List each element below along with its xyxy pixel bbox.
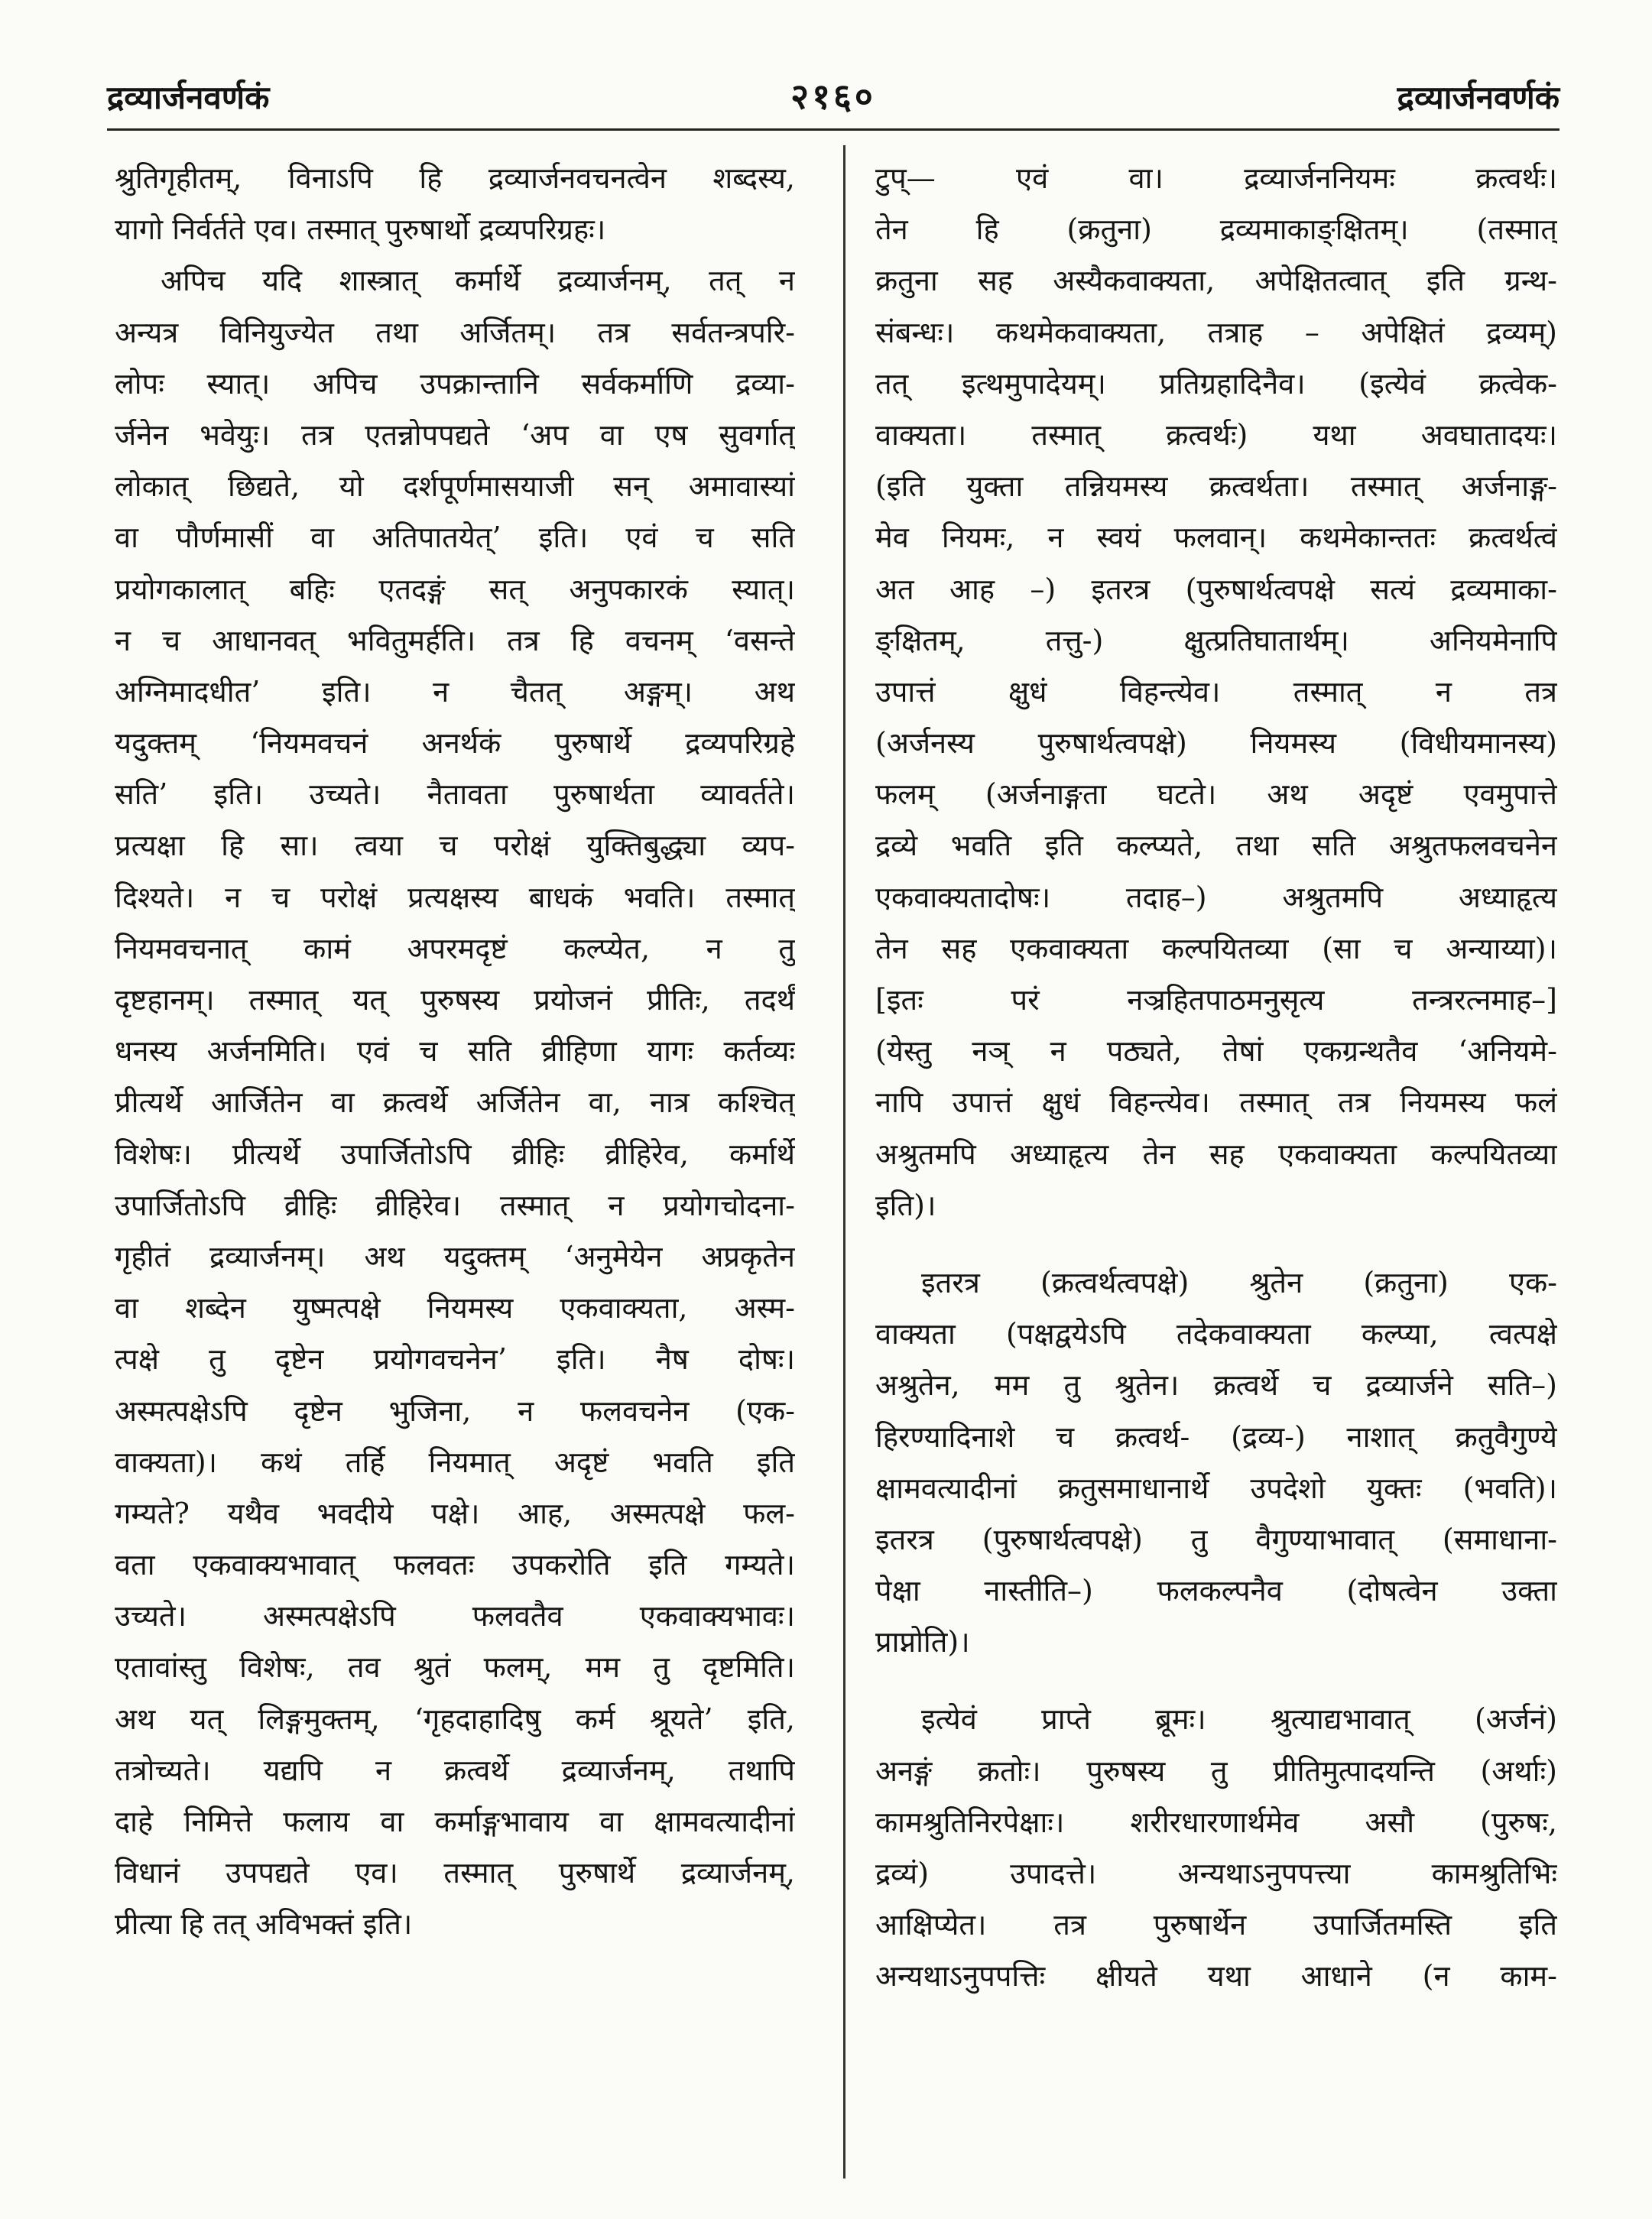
text-line: क्षामवत्यादीनां क्रतुसमाधानार्थे उपदेशो युक्तः (भवति)। bbox=[875, 1471, 1557, 1505]
text-line: नियमवचनात् कामं अपरमदृष्टं कल्प्येत, न तु bbox=[115, 931, 795, 965]
text-line: अन्यथाऽनुपपत्तिः क्षीयते यथा आधाने (न काम- bbox=[875, 1959, 1557, 1994]
text-line: र्जनेन भवेयुः। तत्र एतन्नोपपद्यते ‘अप वा एष सुवर्गात् bbox=[115, 417, 795, 452]
paragraph-gap bbox=[875, 1668, 1557, 1694]
text-line: उपार्जितोऽपि व्रीहिः व्रीहिरेव। तस्मात् न प्रयोगचोदना- bbox=[115, 1188, 795, 1222]
left-column bbox=[115, 153, 795, 1951]
text-line: उपात्तं क्षुधं विहन्त्येव। तस्मात् न तत्र bbox=[875, 674, 1557, 709]
text-line: फलम् (अर्जनाङ्गता घटते। अथ अदृष्टं एवमुपात्ते bbox=[875, 777, 1557, 812]
text-line: तेन सह एकवाक्यता कल्पयितव्या (सा च अन्याय्या)। bbox=[875, 931, 1557, 965]
text-line: अत आह –) इतरत्र (पुरुषार्थत्वपक्षे सत्यं द्रव्यमाका- bbox=[875, 572, 1557, 606]
text-line: एकवाक्यतादोषः। तदाह–) अश्रुतमपि अध्याहृत्य bbox=[875, 880, 1557, 914]
column-divider bbox=[843, 145, 845, 2178]
text-line: संबन्धः। कथमेकवाक्यता, तत्राह – अपेक्षितं द्रव्यम्) bbox=[875, 315, 1557, 349]
text-line: सति’ इति। उच्यते। नैतावता पुरुषार्थता व्यावर्तते। bbox=[115, 777, 795, 812]
text-line: तेन हि (क्रतुना) द्रव्यमाकाङ्क्षितम्। (तस्मात् bbox=[875, 212, 1557, 247]
text-line: इतरत्र (क्रत्वर्थत्वपक्षे) श्रुतेन (क्रतुना) एक- bbox=[921, 1265, 1557, 1299]
text-line: अपिच यदि शास्त्रात् कर्मार्थे द्रव्यार्जनम्, तत् न bbox=[161, 264, 795, 298]
text-line: प्राप्नोति)। bbox=[875, 1625, 970, 1659]
text-line: दृष्टहानम्। तस्मात् यत् पुरुषस्य प्रयोजनं प्रीतिः, तदर्थं bbox=[115, 983, 795, 1017]
text-line: अनङ्गं क्रतोः। पुरुषस्य तु प्रीतिमुत्पादयन्ति (अर्थाः) bbox=[875, 1753, 1557, 1788]
running-title-right: द्रव्यार्जनवर्णकं bbox=[1397, 79, 1560, 116]
right-block-b bbox=[875, 1257, 1557, 1669]
text-line: वा शब्देन युष्मत्पक्षे नियमस्य एकवाक्यता, अस्म- bbox=[115, 1291, 795, 1325]
text-line: लोपः स्यात्। अपिच उपक्रान्तानि सर्वकर्माणि द्रव्या- bbox=[115, 366, 795, 401]
text-line: न च आधानवत् भवितुमर्हति। तत्र हि वचनम् ‘वसन्ते bbox=[115, 623, 795, 657]
text-line: अन्यत्र विनियुज्येत तथा अर्जितम्। तत्र सर्वतन्त्रपरि- bbox=[115, 315, 795, 349]
text-line: वाक्यता)। कथं तर्हि नियमात् अदृष्टं भवति इति bbox=[115, 1445, 795, 1479]
text-line: (इति युक्ता तन्नियमस्य क्रत्वर्थता। तस्मात् अर्जनाङ्ग- bbox=[875, 469, 1557, 504]
text-line: प्रीत्यर्थे आर्जितेन वा क्रत्वर्थे अर्जितेन वा, नात्र कश्चित् bbox=[115, 1085, 795, 1120]
paragraph-gap bbox=[875, 1231, 1557, 1257]
text-line: कामश्रुतिनिरपेक्षाः। शरीरधारणार्थमेव असौ (पुरुषः, bbox=[875, 1805, 1557, 1839]
text-line: एतावांस्तु विशेषः, तव श्रुतं फलम्, मम तु दृष्टमिति। bbox=[115, 1650, 795, 1685]
text-line: प्रत्यक्षा हि सा। त्वया च परोक्षं युक्तिबुद्ध्या व्यप- bbox=[115, 829, 795, 863]
text-line: अश्रुतेन, मम तु श्रुतेन। क्रत्वर्थे च द्रव्यार्जने सति–) bbox=[875, 1368, 1557, 1403]
text-line: इति)। bbox=[875, 1188, 936, 1222]
text-line: द्रव्ये भवति इति कल्प्यते, तथा सति अश्रुतफलवचनेन bbox=[875, 829, 1557, 863]
header-rule bbox=[107, 128, 1560, 131]
text-line: मेव नियमः, न स्वयं फलवान्। कथमेकान्ततः क्रत्वर्थत्वं bbox=[875, 521, 1557, 555]
text-line: गृहीतं द्रव्यार्जनम्। अथ यदुक्तम् ‘अनुमेयेन अप्रकृतेन bbox=[115, 1239, 795, 1273]
text-line: अश्रुतमपि अध्याहृत्य तेन सह एकवाक्यता कल्पयितव्या bbox=[875, 1137, 1557, 1171]
text-line: गम्यते? यथैव भवदीये पक्षे। आह, अस्मत्पक्षे फल- bbox=[115, 1496, 795, 1530]
running-title-left: द्रव्यार्जनवर्णकं bbox=[107, 79, 270, 116]
text-line: यागो निर्वर्तते एव। तस्मात् पुरुषार्थो द्रव्यपरिग्रहः। bbox=[115, 212, 606, 247]
text-line: वता एकवाक्यभावात् फलवतः उपकरोति इति गम्यते। bbox=[115, 1548, 795, 1582]
text-line: श्रुतिगृहीतम्, विनाऽपि हि द्रव्यार्जनवचनत्वेन शब्दस्य, bbox=[115, 161, 795, 195]
text-line: [इतः परं नञ्रहितपाठमनुसृत्य तन्त्ररत्नमाह–] bbox=[875, 983, 1557, 1017]
text-line: हिरण्यादिनाशे च क्रत्वर्थ- (द्रव्य-) नाशात् क्रतुवैगुण्ये bbox=[875, 1419, 1557, 1454]
text-line: वा पौर्णमासीं वा अतिपातयेत्’ इति। एवं च सति bbox=[115, 521, 795, 555]
right-block-c bbox=[875, 1694, 1557, 2002]
page-header bbox=[107, 67, 1560, 136]
right-column bbox=[875, 153, 1557, 2003]
text-line: (येस्तु नञ् न पठ्यते, तेषां एकग्रन्थतैव ‘अनियमे- bbox=[875, 1034, 1557, 1069]
text-line: (अर्जनस्य पुरुषार्थत्वपक्षे) नियमस्य (विधीयमानस्य) bbox=[875, 726, 1557, 761]
text-line: टुप्— एवं वा। द्रव्यार्जननियमः क्रत्वर्थः। bbox=[875, 161, 1557, 195]
text-line: अथ यत् लिङ्गमुक्तम्, ‘गृहदाहादिषु कर्म श्रूयते’ इति, bbox=[115, 1702, 795, 1736]
text-line: धनस्य अर्जनमिति। एवं च सति व्रीहिणा यागः कर्तव्यः bbox=[115, 1034, 795, 1069]
text-line: वाक्यता (पक्षद्वयेऽपि तदेकवाक्यता कल्प्या, त्वत्पक्षे bbox=[875, 1317, 1557, 1351]
text-line: तत्रोच्यते। यद्यपि न क्रत्वर्थे द्रव्यार्जनम्, तथापि bbox=[115, 1753, 795, 1787]
text-line: विशेषः। प्रीत्यर्थे उपार्जितोऽपि व्रीहिः व्रीहिरेव, कर्मार्थे bbox=[115, 1137, 795, 1171]
text-line: दिश्यते। न च परोक्षं प्रत्यक्षस्य बाधकं भवति। तस्मात् bbox=[115, 880, 795, 914]
text-line: क्रतुना सह अस्यैकवाक्यता, अपेक्षितत्वात् इति ग्रन्थ- bbox=[875, 264, 1557, 298]
page-number: २१६० bbox=[790, 76, 876, 117]
text-line: द्रव्यं) उपादत्ते। अन्यथाऽनुपपत्त्या कामश्रुतिभिः bbox=[875, 1857, 1557, 1890]
text-line: नापि उपात्तं क्षुधं विहन्त्येव। तस्मात् तत्र नियमस्य फलं bbox=[875, 1085, 1557, 1120]
text-line: आक्षिप्येत। तत्र पुरुषार्थेन उपार्जितमस्ति इति bbox=[875, 1908, 1557, 1942]
text-line: वाक्यता। तस्मात् क्रत्वर्थः) यथा अवघातादयः। bbox=[875, 417, 1557, 452]
right-block-a bbox=[875, 153, 1557, 1231]
text-line: प्रीत्या हि तत् अविभक्तं इति। bbox=[115, 1907, 413, 1942]
text-line: प्रयोगकालात् बहिः एतदङ्गं सत् अनुपकारकं स्यात्। bbox=[115, 572, 795, 606]
text-line: अग्निमादधीत’ इति। न चैतत् अङ्गम्। अथ bbox=[115, 674, 795, 709]
text-line: उच्यते। अस्मत्पक्षेऽपि फलवतैव एकवाक्यभावः। bbox=[115, 1599, 795, 1633]
text-line: इत्येवं प्राप्ते ब्रूमः। श्रुत्याद्यभावात् (अर्जनं) bbox=[921, 1702, 1557, 1737]
text-line: तत् इत्थमुपादेयम्। प्रतिग्रहादिनैव। (इत्येवं क्रत्वेक- bbox=[875, 366, 1557, 401]
text-line: यदुक्तम् ‘नियमवचनं अनर्थकं पुरुषार्थे द्रव्यपरिग्रहे bbox=[115, 726, 795, 761]
text-line: विधानं उपपद्यते एव। तस्मात् पुरुषार्थे द्रव्यार्जनम्, bbox=[115, 1856, 795, 1890]
text-line: त्पक्षे तु दृष्टेन प्रयोगवचनेन’ इति। नैष दोषः। bbox=[115, 1342, 795, 1377]
text-line: अस्मत्पक्षेऽपि दृष्टेन भुजिना, न फलवचनेन (एक- bbox=[115, 1393, 795, 1428]
text-line: ङ्क्षितम्, तत्तु-) क्षुत्प्रतिघातार्थम्। अनियमेनापि bbox=[875, 623, 1557, 657]
text-line: दाहे निमित्ते फलाय वा कर्माङ्गभावाय वा क्षामवत्यादीनां bbox=[115, 1805, 795, 1838]
text-line: लोकात् छिद्यते, यो दर्शपूर्णमासयाजी सन् अमावास्यां bbox=[115, 469, 795, 504]
text-line: पेक्षा नास्तीति–) फलकल्पनैव (दोषत्वेन उक्ता bbox=[875, 1574, 1557, 1608]
text-line: इतरत्र (पुरुषार्थत्वपक्षे) तु वैगुण्याभावात् (समाधाना- bbox=[875, 1522, 1557, 1556]
